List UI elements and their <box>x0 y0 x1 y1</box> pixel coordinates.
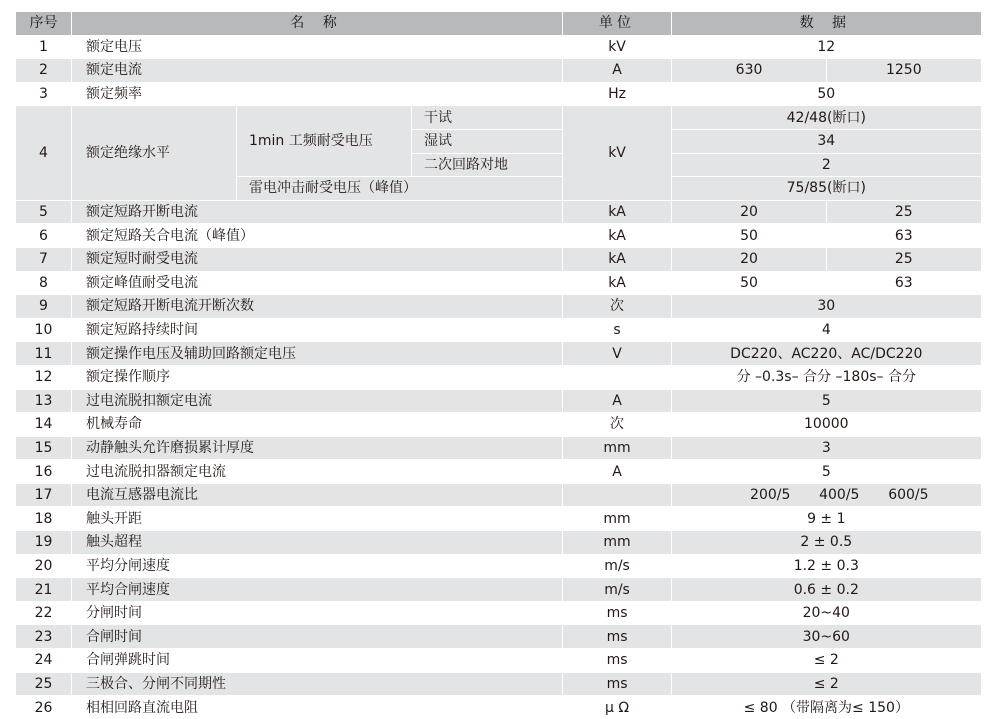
row-unit: V <box>563 342 672 366</box>
row-name: 额定电流 <box>72 59 563 83</box>
row-value: ≤ 2 <box>672 672 981 696</box>
row-value-2: 25 <box>827 247 981 271</box>
row-value: 2 ± 0.5 <box>672 531 981 555</box>
table-row <box>16 554 981 578</box>
table-row <box>16 247 981 271</box>
row-name: 电流互感器电流比 <box>72 483 563 507</box>
row-unit: m/s <box>563 554 672 578</box>
row-subitem-wet: 湿试 <box>412 129 563 153</box>
row-name: 平均合闸速度 <box>72 578 563 602</box>
row-no: 12 <box>16 365 72 389</box>
table-row <box>16 672 981 696</box>
row-name: 合闸时间 <box>72 625 563 649</box>
row-unit: ms <box>563 625 672 649</box>
row-value: DC220、AC220、AC/DC220 <box>672 342 981 366</box>
row-unit: 次 <box>563 295 672 319</box>
table-row <box>16 649 981 673</box>
row-unit: ms <box>563 601 672 625</box>
row-unit <box>563 483 672 507</box>
row-name: 额定短路开断电流 <box>72 200 563 224</box>
row-name: 额定频率 <box>72 82 563 106</box>
row-name: 动静触头允许磨损累计厚度 <box>72 436 563 460</box>
row-unit: μ Ω <box>563 696 672 719</box>
row-name: 额定操作电压及辅助回路额定电压 <box>72 342 563 366</box>
row-value: 5 <box>672 460 981 484</box>
row-value: ≤ 80 （带隔离为≤ 150） <box>672 696 981 719</box>
row-value: 9 ± 1 <box>672 507 981 531</box>
header-name: 名 称 <box>72 12 563 36</box>
row-no: 4 <box>16 106 72 200</box>
row-name: 机械寿命 <box>72 413 563 437</box>
row-subitem-dry: 干试 <box>412 106 563 130</box>
row-name: 额定短路持续时间 <box>72 318 563 342</box>
row-unit: A <box>563 59 672 83</box>
row-unit: 次 <box>563 413 672 437</box>
row-name: 额定短时耐受电流 <box>72 247 563 271</box>
row-unit: mm <box>563 531 672 555</box>
row-unit: ms <box>563 672 672 696</box>
table-row <box>16 82 981 106</box>
row-unit: m/s <box>563 578 672 602</box>
table-row <box>16 436 981 460</box>
table-row <box>16 601 981 625</box>
row-unit: kV <box>563 106 672 200</box>
ratio-value: 200/5 <box>750 487 791 504</box>
row-unit: s <box>563 318 672 342</box>
row-unit: ms <box>563 649 672 673</box>
row-no: 1 <box>16 35 72 59</box>
row-value: 1.2 ± 0.3 <box>672 554 981 578</box>
row-value: 30 <box>672 295 981 319</box>
row-no: 6 <box>16 224 72 248</box>
row-unit <box>563 365 672 389</box>
table-row <box>16 483 981 507</box>
row-value: 3 <box>672 436 981 460</box>
row-unit: kA <box>563 224 672 248</box>
row-value-1: 50 <box>672 271 827 295</box>
row-value: 4 <box>672 318 981 342</box>
row-no: 11 <box>16 342 72 366</box>
row-name: 合闸弹跳时间 <box>72 649 563 673</box>
row-unit: Hz <box>563 82 672 106</box>
row-no: 24 <box>16 649 72 673</box>
table-row <box>16 625 981 649</box>
header-data: 数 据 <box>672 12 981 36</box>
ratio-value: 400/5 <box>819 487 860 504</box>
row-value: 0.6 ± 0.2 <box>672 578 981 602</box>
row-value-2: 1250 <box>827 59 981 83</box>
row-name: 额定电压 <box>72 35 563 59</box>
row-unit: kA <box>563 271 672 295</box>
table-row <box>16 35 981 59</box>
row-subgroup-lightning: 雷电冲击耐受电压（峰值） <box>237 177 563 201</box>
row-no: 25 <box>16 672 72 696</box>
row-value: 5 <box>672 389 981 413</box>
row-no: 3 <box>16 82 72 106</box>
row-no: 13 <box>16 389 72 413</box>
row-name: 额定操作顺序 <box>72 365 563 389</box>
row-no: 22 <box>16 601 72 625</box>
row-name: 平均分闸速度 <box>72 554 563 578</box>
table-row <box>16 295 981 319</box>
table-row <box>16 106 981 130</box>
row-value-2: 63 <box>827 224 981 248</box>
table-row <box>16 271 981 295</box>
row-value-1: 20 <box>672 247 827 271</box>
row-name: 分闸时间 <box>72 601 563 625</box>
row-name: 触头开距 <box>72 507 563 531</box>
row-name: 三极合、分闸不同期性 <box>72 672 563 696</box>
table-row <box>16 200 981 224</box>
row-value-1: 630 <box>672 59 827 83</box>
row-unit: mm <box>563 507 672 531</box>
row-name: 额定峰值耐受电流 <box>72 271 563 295</box>
row-value: 12 <box>672 35 981 59</box>
row-no: 7 <box>16 247 72 271</box>
row-name: 额定短路开断电流开断次数 <box>72 295 563 319</box>
row-no: 16 <box>16 460 72 484</box>
row-no: 19 <box>16 531 72 555</box>
row-no: 14 <box>16 413 72 437</box>
row-no: 2 <box>16 59 72 83</box>
row-unit: kV <box>563 35 672 59</box>
row-unit: kA <box>563 247 672 271</box>
table-row <box>16 460 981 484</box>
spec-table <box>15 11 981 719</box>
row-no: 10 <box>16 318 72 342</box>
row-subgroup-power-frequency: 1min 工频耐受电压 <box>237 106 412 177</box>
table-row <box>16 224 981 248</box>
row-value-secondary: 2 <box>672 153 981 177</box>
row-name: 过电流脱扣器额定电流 <box>72 460 563 484</box>
table-row <box>16 696 981 719</box>
table-row <box>16 507 981 531</box>
row-value: ≤ 2 <box>672 649 981 673</box>
row-value: 30~60 <box>672 625 981 649</box>
row-no: 18 <box>16 507 72 531</box>
row-unit: mm <box>563 436 672 460</box>
table-row <box>16 342 981 366</box>
table-row <box>16 413 981 437</box>
row-no: 20 <box>16 554 72 578</box>
row-no: 21 <box>16 578 72 602</box>
row-value-dry: 42/48(断口) <box>672 106 981 130</box>
ratio-value: 600/5 <box>888 487 929 504</box>
row-name: 过电流脱扣额定电流 <box>72 389 563 413</box>
table-row <box>16 531 981 555</box>
row-subitem-secondary: 二次回路对地 <box>412 153 563 177</box>
row-no: 26 <box>16 696 72 719</box>
row-value: 10000 <box>672 413 981 437</box>
row-name: 相相回路直流电阻 <box>72 696 563 719</box>
row-no: 15 <box>16 436 72 460</box>
row-unit: A <box>563 460 672 484</box>
row-value: 50 <box>672 82 981 106</box>
row-unit: kA <box>563 200 672 224</box>
row-no: 17 <box>16 483 72 507</box>
row-no: 9 <box>16 295 72 319</box>
row-name: 额定绝缘水平 <box>72 106 237 200</box>
table-row <box>16 318 981 342</box>
row-no: 23 <box>16 625 72 649</box>
header-unit: 单位 <box>563 12 672 36</box>
row-name: 额定短路关合电流（峰值） <box>72 224 563 248</box>
table-row <box>16 389 981 413</box>
header-row <box>16 12 981 36</box>
header-no: 序号 <box>16 12 72 36</box>
row-no: 8 <box>16 271 72 295</box>
table-row <box>16 59 981 83</box>
row-value-2: 63 <box>827 271 981 295</box>
row-value-wet: 34 <box>672 129 981 153</box>
row-no: 5 <box>16 200 72 224</box>
row-value-ratios <box>672 483 981 507</box>
row-value-1: 50 <box>672 224 827 248</box>
row-unit: A <box>563 389 672 413</box>
row-value: 20~40 <box>672 601 981 625</box>
table-row <box>16 578 981 602</box>
table-row <box>16 365 981 389</box>
row-value-2: 25 <box>827 200 981 224</box>
row-value: 分 –0.3s– 合分 –180s– 合分 <box>672 365 981 389</box>
row-name: 触头超程 <box>72 531 563 555</box>
row-value-1: 20 <box>672 200 827 224</box>
row-value-lightning: 75/85(断口) <box>672 177 981 201</box>
